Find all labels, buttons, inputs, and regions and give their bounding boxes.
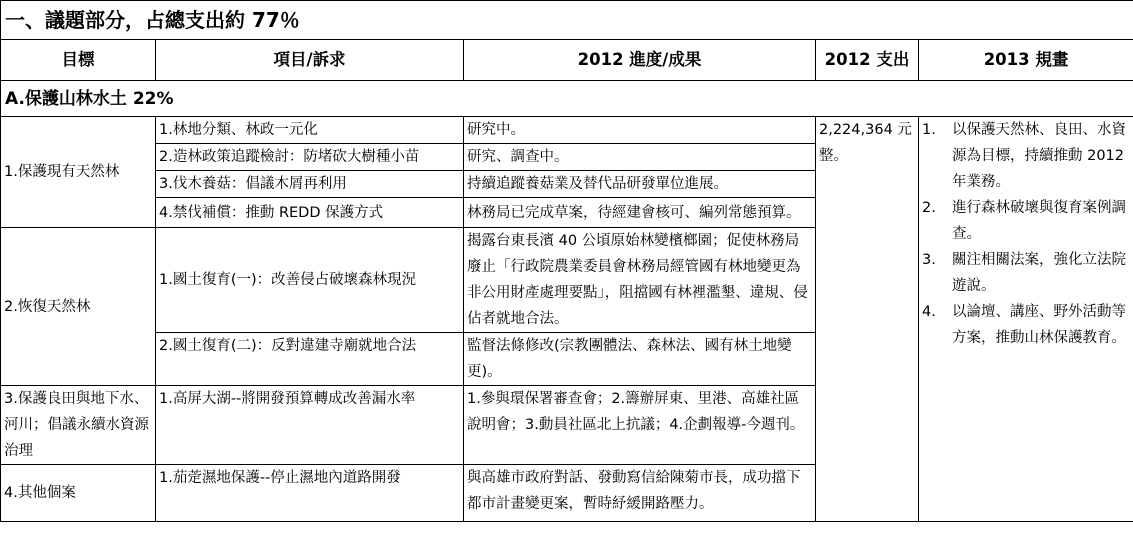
plan-text: 關注相關法案，強化立法院遊說。 bbox=[952, 252, 1126, 294]
header-progress: 2012 進度/成果 bbox=[464, 40, 816, 81]
goal-cell: 3.保護良田與地下水、河川；倡議永續水資源治理 bbox=[1, 386, 156, 465]
plan-number: 2. bbox=[922, 200, 936, 216]
progress-cell: 研究中。 bbox=[464, 117, 816, 144]
plan-text: 以保護天然林、良田、水資源為目標，持續推動 2012 年業務。 bbox=[952, 122, 1126, 190]
header-item: 項目/訴求 bbox=[156, 40, 464, 81]
header-row bbox=[1, 40, 1133, 81]
table-row bbox=[1, 117, 1133, 144]
progress-cell: 揭露台東長濱 40 公頃原始林變檳榔園；促使林務局廢止「行政院農業委員會林務局經管國有林地變更為非公用財產處理要點」，阻擋國有林裡濫墾、違規、侵佔者就地合法。 bbox=[464, 228, 816, 333]
subsection-title: A.保護山林水土 22% bbox=[1, 81, 1133, 117]
plan-text: 以論壇、講座、野外活動等方案，推動山林保護教育。 bbox=[952, 304, 1126, 346]
item-cell: 1.林地分類、林政一元化 bbox=[156, 117, 464, 144]
header-spend: 2012 支出 bbox=[816, 40, 919, 81]
header-plan: 2013 規畫 bbox=[919, 40, 1133, 81]
goal-cell: 1.保護現有天然林 bbox=[1, 117, 156, 228]
title-row bbox=[1, 1, 1133, 40]
progress-cell: 與高雄市政府對話、發動寫信給陳菊市長，成功擋下都市計畫變更案，暫時紓緩開路壓力。 bbox=[464, 465, 816, 522]
plan-list bbox=[922, 117, 1130, 351]
goal-cell: 2.恢復天然林 bbox=[1, 228, 156, 386]
subsection-row bbox=[1, 81, 1133, 117]
progress-cell: 持續追蹤養菇業及替代品研發單位進展。 bbox=[464, 171, 816, 198]
progress-cell: 研究、調查中。 bbox=[464, 144, 816, 171]
progress-cell: 林務局已完成草案，待經建會核可、編列常態預算。 bbox=[464, 198, 816, 228]
spend-cell: 2,224,364 元整。 bbox=[816, 117, 919, 522]
item-cell: 1.高屏大湖--將開發預算轉成改善漏水率 bbox=[156, 386, 464, 465]
progress-cell: 1.參與環保署審查會；2.籌辦屏東、里港、高雄社區說明會；3.動員社區北上抗議；4.企劃報導-今週刊。 bbox=[464, 386, 816, 465]
progress-cell: 監督法條修改(宗教團體法、森林法、國有林土地變更)。 bbox=[464, 333, 816, 386]
section-title: 一、議題部分，占總支出約 77％ bbox=[1, 1, 1133, 40]
list-item bbox=[922, 299, 1130, 351]
goal-cell: 4.其他個案 bbox=[1, 465, 156, 522]
item-cell: 3.伐木養菇：倡議木屑再利用 bbox=[156, 171, 464, 198]
list-item bbox=[922, 117, 1130, 195]
item-cell: 4.禁伐補償：推動 REDD 保護方式 bbox=[156, 198, 464, 228]
plan-number: 3. bbox=[922, 252, 936, 268]
plan-text: 進行森林破壞與復育案例調查。 bbox=[952, 200, 1126, 242]
item-cell: 1.國土復育(一)：改善侵占破壞森林現況 bbox=[156, 228, 464, 333]
header-goal: 目標 bbox=[1, 40, 156, 81]
list-item bbox=[922, 195, 1130, 247]
item-cell: 2.造林政策追蹤檢討：防堵砍大樹種小苗 bbox=[156, 144, 464, 171]
plan-number: 4. bbox=[922, 304, 936, 320]
plan-cell bbox=[919, 117, 1133, 522]
item-cell: 1.茄萣濕地保護--停止濕地內道路開發 bbox=[156, 465, 464, 522]
list-item bbox=[922, 247, 1130, 299]
plan-number: 1. bbox=[922, 122, 936, 138]
item-cell: 2.國土復育(二)：反對違建寺廟就地合法 bbox=[156, 333, 464, 386]
